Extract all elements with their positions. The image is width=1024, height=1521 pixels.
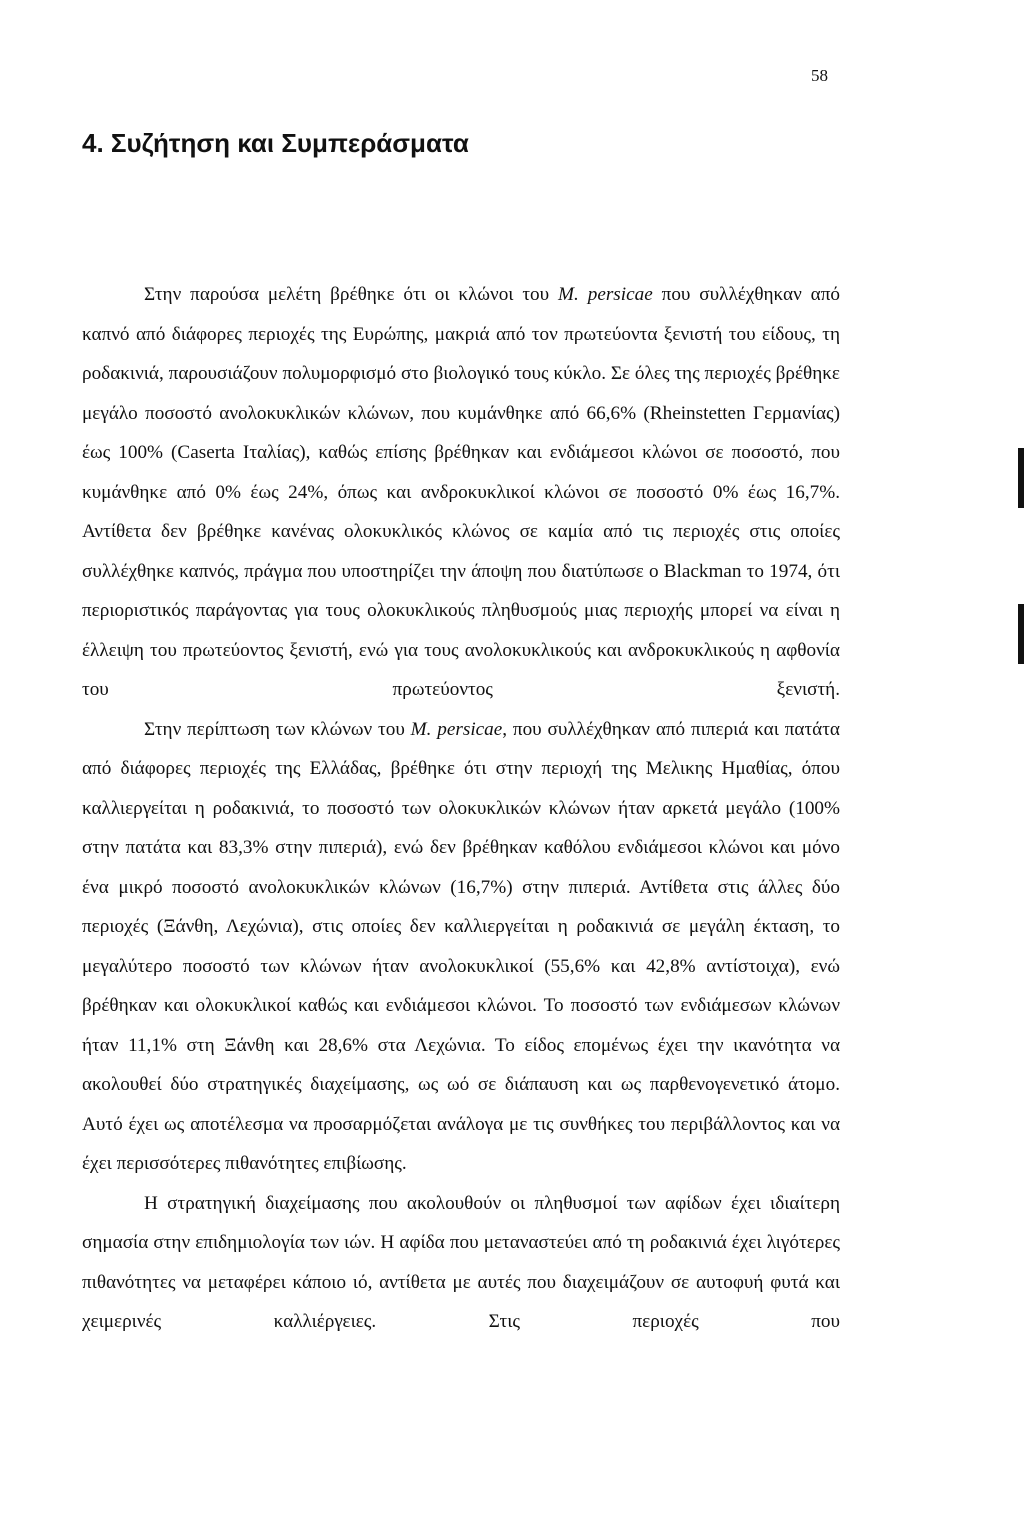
species-name: M. persicae [410,718,503,740]
scan-edge-mark [1018,448,1024,508]
body-text [82,275,840,1342]
section-heading: 4. Συζήτηση και Συμπεράσματα [82,128,469,158]
paragraph-2-text-b: , που συλλέχθηκαν από πιπεριά και πατάτα από διάφορες περιοχές της Ελλάδας, βρέθηκε ότι στην περιοχή της Μελικης Ημαθίας, όπου καλλιεργείται η ροδακινιά, το ποσοστό των ολοκυκλικών κλώνων ήταν αρκετά μεγάλο (100% στην πατάτα και 83,3% στην πιπεριά), ενώ δεν βρέθηκαν καθόλου ενδιάμεσοι κλώνοι και μόνο ένα μικρό ποσοστό ανολοκυκλικών κλώνων (16,7%) στην πιπεριά. Αντίθετα στις άλλες δύο περιοχές (Ξάνθη, Λεχώνια), στις οποίες δεν καλλιεργείται η ροδακινιά σε μεγάλη έκταση, το μεγαλύτερο ποσοστό των κλώνων ήταν ανολοκυκλικοί (55,6% και 42,8% αντίστοιχα), ενώ βρέθηκαν και ολοκυκλικοί καθώς και ενδιάμεσοι κλώνοι. Το ποσοστό των ενδιάμεσων κλώνων ήταν 11,1% στη Ξάνθη και 28,6% στα Λεχώνια. Το είδος επομένως έχει την ικανότητα να ακολουθεί δύο στρατηγικές διαχείμασης, ως ωό σε διάπαυση και ως παρθενογενετικό άτομο. Αυτό έχει ως αποτέλεσμα να προσαρμόζεται ανάλογα με τις συνθήκες του περιβάλλοντος και να έχει περισσότερες πιθανότητες επιβίωσης. [82,718,840,1174]
paragraph-1 [82,275,840,710]
scan-edge-mark [1018,604,1024,664]
paragraph-2-text-a: Στην περίπτωση των κλώνων του [144,718,411,740]
paragraph-1-text-a: Στην παρούσα μελέτη βρέθηκε ότι οι κλώνοι του [144,284,559,305]
paragraph-1-text-b: που συλλέχθηκαν από καπνό από διάφορες περιοχές της Ευρώπης, μακριά από τον πρωτεύοντα ξενιστή του είδους, τη ροδακινιά, παρουσιάζουν πολυμορφισμό στο βιολογικό τους κύκλο. Σε όλες της περιοχές βρέθηκε μεγάλο ποσοστό ανολοκυκλικών κλώνων, που κυμάνθηκε από 66,6% (Rheinstetten Γερμανίας) έως 100% (Caserta Ιταλίας), καθώς επίσης βρέθηκαν και ενδιάμεσοι κλώνοι σε ποσοστό, που κυμάνθηκε από 0% έως 24%, όπως και ανδροκυκλικοί κλώνοι σε ποσοστό 0% έως 16,7%. Αντίθετα δεν βρέθηκε κανένας ολοκυκλικός κλώνος σε καμία από τις περιοχές στις οποίες συλλέχθηκε καπνός, πράγμα που υποστηρίζει την άποψη που διατύπωσε ο Blackman το 1974, ότι περιοριστικός παράγοντας για τους ολοκυκλικούς πληθυσμούς μιας περιοχής μπορεί να είναι η έλλειψη του πρωτεύοντος ξενιστή, ενώ για τους ανολοκυκλικούς και ανδροκυκλικούς η αφθονία του πρωτεύοντος ξενιστή. [82,284,841,700]
species-name: M. persicae [558,284,653,305]
page-number: 58 [811,66,828,85]
paragraph-3: Η στρατηγική διαχείμασης που ακολουθούν οι πληθυσμοί των αφίδων έχει ιδιαίτερη σημασία στην επιδημιολογία των ιών. Η αφίδα που μεταναστεύει από τη ροδακινιά έχει λιγότερες πιθανότητες να μεταφέρει κάποιο ιό, αντίθετα με αυτές που διαχειμάζουν σε αυτοφυή φυτά και χειμερινές καλλιέργειες. Στις περιοχές που [82,1192,840,1332]
paragraph-2 [82,710,840,1184]
